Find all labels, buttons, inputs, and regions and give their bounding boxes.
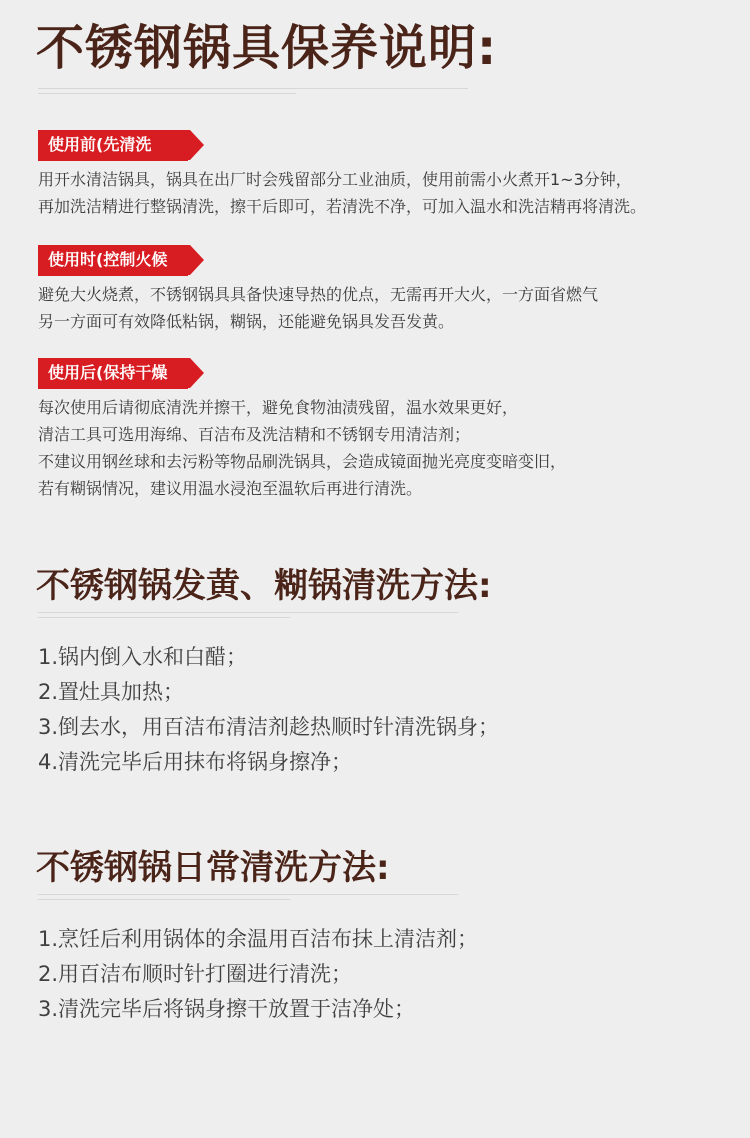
step-item: 1.烹饪后利用锅体的余温用百洁布抹上清洁剂；: [38, 927, 479, 951]
section-tag-during-use: 使用时(控制火候: [38, 245, 190, 275]
text-line: 清洁工具可选用海绵、百洁布及洗洁精和不锈钢专用清洁剂；: [38, 425, 471, 444]
daily-cleaning-steps: [38, 922, 478, 1027]
section-tag-before-use: 使用前(先清洗: [38, 130, 190, 160]
yellowing-cleaning-title: 不锈钢锅发黄、糊锅清洗方法:: [36, 566, 492, 606]
text-line: 若有糊锅情况，建议用温水浸泡至温软后再进行清洗。: [38, 479, 423, 498]
text-line: 避免大火烧煮，不锈钢锅具具备快速导热的优点，无需再开大火，一方面省燃气: [38, 285, 599, 304]
tag-underline: [38, 274, 188, 276]
tag-underline: [38, 159, 188, 161]
text-line: 再加洗洁精进行整锅清洗，擦干后即可，若清洗不净，可加入温水和洗洁精再将清洗。: [38, 197, 647, 216]
section-text-after-use: [38, 394, 566, 502]
title-decoration: [38, 88, 468, 98]
daily-cleaning-title: 不锈钢锅日常清洗方法:: [36, 848, 390, 888]
page-title: 不锈钢锅具保养说明:: [36, 20, 498, 76]
section-text-before-use: [38, 166, 646, 220]
step-item: 3.清洗完毕后将锅身擦干放置于洁净处；: [38, 997, 416, 1021]
title-decoration: [38, 612, 458, 622]
step-item: 2.置灶具加热；: [38, 680, 185, 704]
step-item: 4.清洗完毕后用抹布将锅身擦净；: [38, 750, 353, 774]
section-tag-after-use: 使用后(保持干燥: [38, 358, 190, 388]
text-line: 另一方面可有效降低粘锅，糊锅，还能避免锅具发吾发黄。: [38, 312, 455, 331]
tag-underline: [38, 387, 188, 389]
yellowing-cleaning-steps: [38, 640, 499, 780]
step-item: 2.用百洁布顺时针打圈进行清洗；: [38, 962, 353, 986]
step-item: 3.倒去水，用百洁布清洁剂趁热顺时针清洗锅身；: [38, 715, 500, 739]
text-line: 每次使用后请彻底清洗并擦干，避免食物油渍残留，温水效果更好，: [38, 398, 519, 417]
section-text-during-use: [38, 281, 598, 335]
step-item: 1.锅内倒入水和白醋；: [38, 645, 248, 669]
title-decoration: [38, 894, 458, 904]
text-line: 用开水清洁锅具，锅具在出厂时会残留部分工业油质，使用前需小火煮开1~3分钟，: [38, 170, 632, 189]
text-line: 不建议用钢丝球和去污粉等物品刷洗锅具，会造成镜面抛光亮度变暗变旧，: [38, 452, 567, 471]
